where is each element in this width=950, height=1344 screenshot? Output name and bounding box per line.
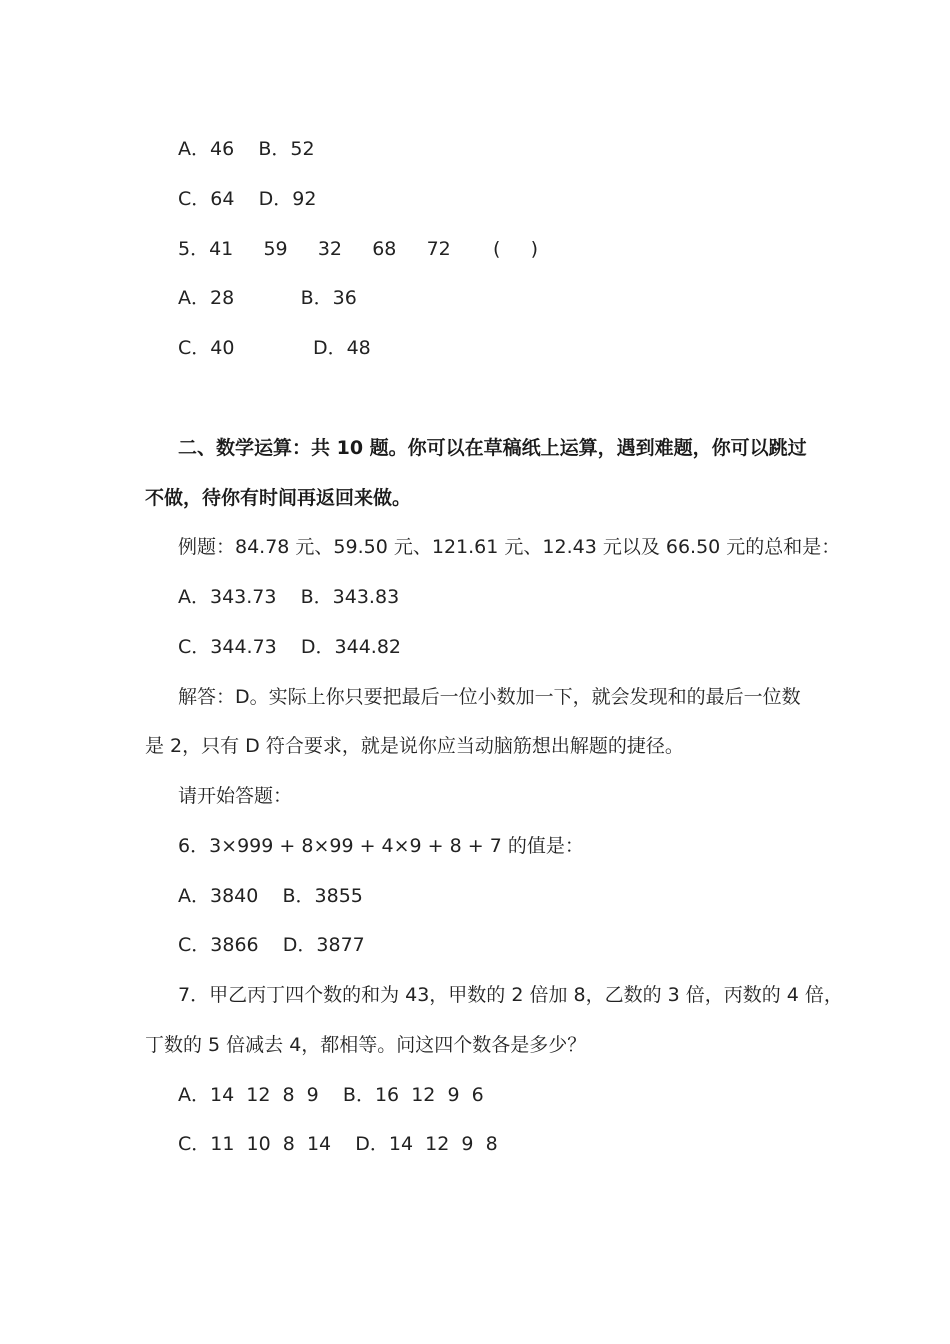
q4-options-cd: C．64 D．92 bbox=[178, 188, 317, 210]
example-options-ab: A．343.73 B．343.83 bbox=[178, 586, 400, 608]
q6-options-cd: C．3866 D．3877 bbox=[178, 934, 365, 956]
q6-question: 6．3×999 + 8×99 + 4×9 + 8 + 7 的值是： bbox=[178, 835, 584, 857]
q7-options-cd: C．11 10 8 14 D．14 12 9 8 bbox=[178, 1133, 498, 1155]
example-options-cd: C．344.73 D．344.82 bbox=[178, 636, 402, 658]
q5-options-ab: A．28 B．36 bbox=[178, 287, 357, 309]
section-heading-continued: 不做，待你有时间再返回来做。 bbox=[145, 487, 412, 509]
start-prompt: 请开始答题： bbox=[178, 785, 293, 807]
q6-options-ab: A．3840 B．3855 bbox=[178, 885, 363, 907]
section-heading: 二、数学运算：共 10 题。你可以在草稿纸上运算，遇到难题，你可以跳过 bbox=[178, 437, 807, 459]
example-question: 例题：84.78 元、59.50 元、121.61 元、12.43 元以及 66.50 元的总和是： bbox=[178, 536, 841, 558]
example-answer-continued: 是 2，只有 D 符合要求，就是说你应当动脑筋想出解题的捷径。 bbox=[145, 735, 684, 757]
q4-options-ab: A．46 B．52 bbox=[178, 138, 315, 160]
q7-question-continued: 丁数的 5 倍减去 4，都相等。问这四个数各是多少？ bbox=[145, 1034, 587, 1056]
q7-options-ab: A．14 12 8 9 B．16 12 9 6 bbox=[178, 1084, 484, 1106]
q7-question: 7．甲乙丙丁四个数的和为 43，甲数的 2 倍加 8，乙数的 3 倍，丙数的 4 倍， bbox=[178, 984, 843, 1006]
q5-options-cd: C．40 D．48 bbox=[178, 337, 371, 359]
example-answer: 解答：D。实际上你只要把最后一位小数加一下，就会发现和的最后一位数 bbox=[178, 686, 801, 708]
q5-question: 5．41 59 32 68 72 ( ) bbox=[178, 238, 539, 260]
